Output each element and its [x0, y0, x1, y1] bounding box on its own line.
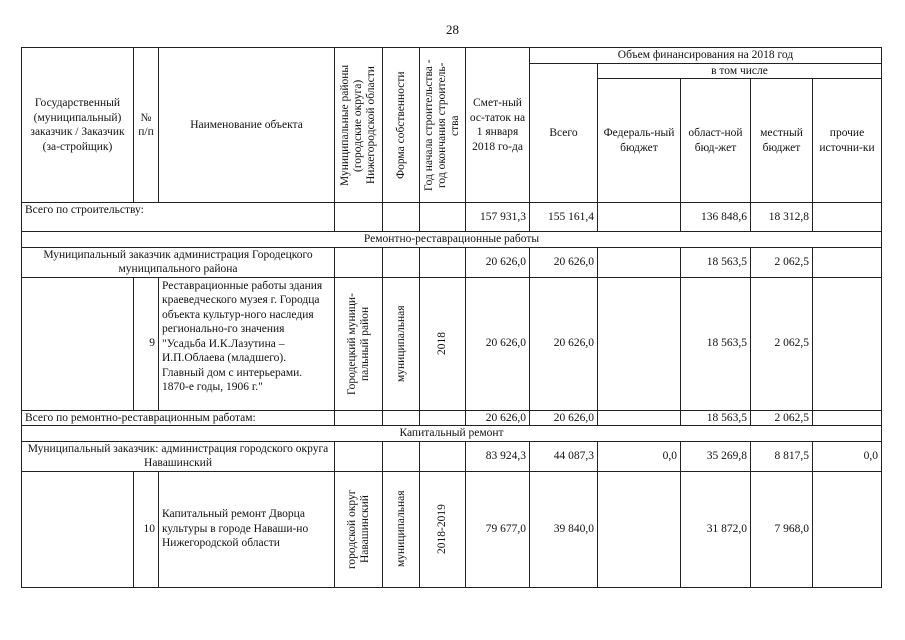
header-customer: Государственный (муниципальный) заказчик / Заказчик (за-стройщик): [22, 48, 134, 203]
customer-gorodets-label: Муниципальный заказчик администрация Городецкого муниципального района: [22, 247, 335, 277]
customer-navashino-balance: 83 924,3: [466, 441, 530, 471]
section-restoration: Ремонтно-реставрационные работы: [22, 232, 882, 248]
restoration-total-balance: 20 626,0: [466, 410, 530, 426]
item-10-local: 7 968,0: [751, 471, 813, 587]
item-9-local: 2 062,5: [751, 277, 813, 410]
item-10-name: Капитальный ремонт Дворца культуры в городе Наваши-но Нижегородской области: [159, 471, 335, 587]
section-capital: Капитальный ремонт: [22, 426, 882, 442]
header-local: местный бюджет: [751, 79, 813, 203]
restoration-total-sum: 20 626,0: [530, 410, 598, 426]
header-object-name: Наименование объекта: [159, 48, 335, 203]
header-districts-text: Муниципальные районы (городские округа) Нижегородской области: [339, 64, 377, 186]
item-9-district: [335, 277, 383, 410]
construction-total-regional: 136 848,6: [681, 203, 751, 232]
restoration-total-local: 2 062,5: [751, 410, 813, 426]
construction-total-local: 18 312,8: [751, 203, 813, 232]
item-9-balance: 20 626,0: [466, 277, 530, 410]
item-10-ownership: [383, 471, 420, 587]
table-row: [22, 471, 882, 587]
item-9-num: 9: [134, 277, 159, 410]
item-9-ownership-text: муниципальная: [394, 305, 407, 382]
header-other: прочие источни-ки: [813, 79, 882, 203]
header-including: в том числе: [598, 63, 882, 79]
header-ownership: [383, 48, 420, 203]
item-9-regional: 18 563,5: [681, 277, 751, 410]
customer-navashino-other: 0,0: [813, 441, 882, 471]
item-9-years: [420, 277, 466, 410]
construction-total-label: Всего по строительству:: [22, 203, 335, 232]
header-num: № п/п: [134, 48, 159, 203]
item-10-years-text: 2018-2019: [436, 504, 448, 554]
table-row: [22, 203, 882, 232]
customer-navashino-federal: 0,0: [598, 441, 681, 471]
financing-table: [21, 47, 882, 588]
customer-navashino-regional: 35 269,8: [681, 441, 751, 471]
page-number: 28: [446, 22, 459, 37]
table-row: [22, 247, 882, 277]
item-10-district-text: городской округ Навашинский: [345, 489, 371, 569]
item-9-years-text: 2018: [436, 332, 448, 355]
header-total: Всего: [530, 63, 598, 203]
header-federal: Федераль-ный бюджет: [598, 79, 681, 203]
header-years: [420, 48, 466, 203]
header-funding-2018: Объем финансирования на 2018 год: [530, 48, 882, 64]
item-9-district-text: Городецкий муници-пальный район: [345, 292, 371, 395]
header-regional: област-ной бюд-жет: [681, 79, 751, 203]
item-10-num: 10: [134, 471, 159, 587]
item-9-name: Реставрационные работы здания краеведческого музея г. Городца объекта культур-ного наследия регионально-го значения "Усадьба И.К.Лазутина – И.П.Облаева (младшего). Главный дом с интерьерами. 1870-е годы, 1906 г.": [159, 277, 335, 410]
customer-navashino-label: Муниципальный заказчик: администрация городского округа Навашинский: [22, 441, 335, 471]
customer-gorodets-local: 2 062,5: [751, 247, 813, 277]
header-years-text: Год начала строительства - год окончания строитель-ства: [423, 59, 461, 191]
customer-gorodets-balance: 20 626,0: [466, 247, 530, 277]
item-9-ownership: [383, 277, 420, 410]
table-row: [22, 410, 882, 426]
table-row: [22, 277, 882, 410]
customer-navashino-local: 8 817,5: [751, 441, 813, 471]
customer-gorodets-regional: 18 563,5: [681, 247, 751, 277]
item-10-ownership-text: муниципальная: [394, 490, 407, 568]
construction-total-sum: 155 161,4: [530, 203, 598, 232]
header-districts: [335, 48, 383, 203]
table-row: [22, 441, 882, 471]
customer-navashino-total: 44 087,3: [530, 441, 598, 471]
header-balance: Смет-ный ос-таток на 1 января 2018 го-да: [466, 48, 530, 203]
construction-total-balance: 157 931,3: [466, 203, 530, 232]
customer-gorodets-total: 20 626,0: [530, 247, 598, 277]
restoration-total-label: Всего по ремонтно-реставрационным работам:: [22, 410, 335, 426]
header-ownership-text: Форма собственности: [394, 71, 407, 179]
item-10-years: [420, 471, 466, 587]
restoration-total-regional: 18 563,5: [681, 410, 751, 426]
item-10-balance: 79 677,0: [466, 471, 530, 587]
item-9-total: 20 626,0: [530, 277, 598, 410]
item-10-regional: 31 872,0: [681, 471, 751, 587]
item-10-district: [335, 471, 383, 587]
item-10-total: 39 840,0: [530, 471, 598, 587]
